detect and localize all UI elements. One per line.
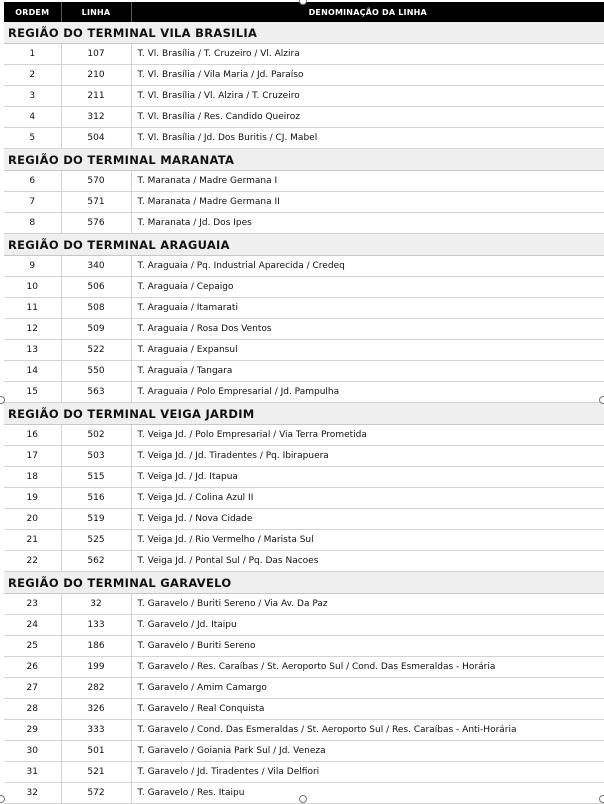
linha-cell: 525 [61, 530, 131, 551]
header-denominacao: DENOMINAÇÃO DA LINHA [131, 2, 604, 22]
ordem-cell: 1 [4, 44, 61, 65]
denominacao-cell: T. Vl. Brasília / Jd. Dos Buritis / CJ. Mabel [131, 128, 604, 149]
denominacao-cell: T. Garavelo / Buriti Sereno [131, 636, 604, 657]
table-row [4, 657, 604, 678]
linha-cell: 570 [61, 171, 131, 192]
linha-cell: 522 [61, 340, 131, 361]
table-row [4, 128, 604, 149]
denominacao-cell: T. Garavelo / Jd. Tiradentes / Vila Delfiori [131, 762, 604, 783]
denominacao-cell: T. Veiga Jd. / Pontal Sul / Pq. Das Nacoes [131, 551, 604, 572]
ordem-cell: 29 [4, 720, 61, 741]
table-row [4, 65, 604, 86]
denominacao-cell: T. Veiga Jd. / Jd. Itapua [131, 467, 604, 488]
denominacao-cell: T. Garavelo / Res. Caraíbas / St. Aeroporto Sul / Cond. Das Esmeraldas - Horária [131, 657, 604, 678]
table-row [4, 171, 604, 192]
ordem-cell: 4 [4, 107, 61, 128]
resize-handle-right[interactable] [599, 396, 604, 404]
denominacao-cell: T. Veiga Jd. / Colina Azul II [131, 488, 604, 509]
linha-cell: 502 [61, 425, 131, 446]
region-header-row [4, 572, 604, 594]
region-title: REGIÃO DO TERMINAL VILA BRASILIA [4, 22, 604, 44]
table-row [4, 594, 604, 615]
table-row [4, 509, 604, 530]
linha-cell: 199 [61, 657, 131, 678]
denominacao-cell: T. Veiga Jd. / Nova Cidade [131, 509, 604, 530]
ordem-cell: 12 [4, 319, 61, 340]
linha-cell: 576 [61, 213, 131, 234]
ordem-cell: 10 [4, 277, 61, 298]
table-body [4, 22, 604, 804]
ordem-cell: 22 [4, 551, 61, 572]
table-row [4, 298, 604, 319]
ordem-cell: 25 [4, 636, 61, 657]
linha-cell: 312 [61, 107, 131, 128]
ordem-cell: 24 [4, 615, 61, 636]
ordem-cell: 9 [4, 256, 61, 277]
denominacao-cell: T. Veiga Jd. / Rio Vermelho / Marista Sul [131, 530, 604, 551]
table-row [4, 277, 604, 298]
denominacao-cell: T. Araguaia / Cepaigo [131, 277, 604, 298]
region-title: REGIÃO DO TERMINAL ARAGUAIA [4, 234, 604, 256]
linha-cell: 562 [61, 551, 131, 572]
linha-cell: 282 [61, 678, 131, 699]
denominacao-cell: T. Araguaia / Expansul [131, 340, 604, 361]
ordem-cell: 8 [4, 213, 61, 234]
region-header-row [4, 403, 604, 425]
denominacao-cell: T. Araguaia / Itamarati [131, 298, 604, 319]
table-row [4, 488, 604, 509]
table-header-row [4, 2, 604, 22]
table-row [4, 699, 604, 720]
table-row [4, 86, 604, 107]
denominacao-cell: T. Garavelo / Real Conquista [131, 699, 604, 720]
ordem-cell: 7 [4, 192, 61, 213]
linha-cell: 211 [61, 86, 131, 107]
linha-cell: 210 [61, 65, 131, 86]
table-row [4, 107, 604, 128]
table-row [4, 741, 604, 762]
ordem-cell: 18 [4, 467, 61, 488]
linha-cell: 504 [61, 128, 131, 149]
ordem-cell: 16 [4, 425, 61, 446]
denominacao-cell: T. Araguaia / Rosa Dos Ventos [131, 319, 604, 340]
linha-cell: 572 [61, 783, 131, 804]
denominacao-cell: T. Vl. Brasília / Vl. Alzira / T. Cruzeiro [131, 86, 604, 107]
linha-cell: 503 [61, 446, 131, 467]
linha-cell: 501 [61, 741, 131, 762]
linha-cell: 326 [61, 699, 131, 720]
ordem-cell: 31 [4, 762, 61, 783]
table-row [4, 44, 604, 65]
ordem-cell: 5 [4, 128, 61, 149]
denominacao-cell: T. Araguaia / Pq. Industrial Aparecida / Credeq [131, 256, 604, 277]
denominacao-cell: T. Maranata / Madre Germana I [131, 171, 604, 192]
linha-cell: 508 [61, 298, 131, 319]
denominacao-cell: T. Vl. Brasília / Res. Candido Queiroz [131, 107, 604, 128]
region-title: REGIÃO DO TERMINAL MARANATA [4, 149, 604, 171]
table-row [4, 615, 604, 636]
denominacao-cell: T. Araguaia / Polo Empresarial / Jd. Pampulha [131, 382, 604, 403]
table-row [4, 762, 604, 783]
linha-cell: 32 [61, 594, 131, 615]
table-row [4, 446, 604, 467]
ordem-cell: 32 [4, 783, 61, 804]
resize-handle-bottom[interactable] [299, 795, 307, 803]
linha-cell: 509 [61, 319, 131, 340]
ordem-cell: 23 [4, 594, 61, 615]
linha-cell: 519 [61, 509, 131, 530]
linha-cell: 506 [61, 277, 131, 298]
ordem-cell: 30 [4, 741, 61, 762]
linha-cell: 186 [61, 636, 131, 657]
ordem-cell: 14 [4, 361, 61, 382]
table-row [4, 720, 604, 741]
lines-table-container [4, 2, 604, 804]
denominacao-cell: T. Garavelo / Res. Itaipu [131, 783, 604, 804]
ordem-cell: 26 [4, 657, 61, 678]
table-row [4, 213, 604, 234]
region-title: REGIÃO DO TERMINAL GARAVELO [4, 572, 604, 594]
ordem-cell: 21 [4, 530, 61, 551]
table-row [4, 319, 604, 340]
ordem-cell: 11 [4, 298, 61, 319]
table-row [4, 361, 604, 382]
table-row [4, 382, 604, 403]
linha-cell: 133 [61, 615, 131, 636]
linha-cell: 333 [61, 720, 131, 741]
ordem-cell: 2 [4, 65, 61, 86]
linha-cell: 521 [61, 762, 131, 783]
denominacao-cell: T. Garavelo / Goiania Park Sul / Jd. Veneza [131, 741, 604, 762]
region-header-row [4, 149, 604, 171]
lines-table [4, 2, 604, 804]
denominacao-cell: T. Araguaia / Tangara [131, 361, 604, 382]
ordem-cell: 17 [4, 446, 61, 467]
table-row [4, 636, 604, 657]
table-row [4, 256, 604, 277]
denominacao-cell: T. Maranata / Jd. Dos Ipes [131, 213, 604, 234]
denominacao-cell: T. Vl. Brasília / Vila Maria / Jd. Paraíso [131, 65, 604, 86]
linha-cell: 516 [61, 488, 131, 509]
ordem-cell: 15 [4, 382, 61, 403]
table-row [4, 678, 604, 699]
denominacao-cell: T. Vl. Brasília / T. Cruzeiro / Vl. Alzira [131, 44, 604, 65]
denominacao-cell: T. Garavelo / Jd. Itaipu [131, 615, 604, 636]
ordem-cell: 20 [4, 509, 61, 530]
ordem-cell: 28 [4, 699, 61, 720]
region-title: REGIÃO DO TERMINAL VEIGA JARDIM [4, 403, 604, 425]
table-row [4, 340, 604, 361]
ordem-cell: 3 [4, 86, 61, 107]
table-row [4, 467, 604, 488]
ordem-cell: 6 [4, 171, 61, 192]
region-header-row [4, 22, 604, 44]
table-row [4, 551, 604, 572]
denominacao-cell: T. Garavelo / Buriti Sereno / Via Av. Da Paz [131, 594, 604, 615]
linha-cell: 563 [61, 382, 131, 403]
table-row [4, 192, 604, 213]
denominacao-cell: T. Garavelo / Amim Camargo [131, 678, 604, 699]
ordem-cell: 27 [4, 678, 61, 699]
denominacao-cell: T. Veiga Jd. / Jd. Tiradentes / Pq. Ibirapuera [131, 446, 604, 467]
table-row [4, 425, 604, 446]
linha-cell: 107 [61, 44, 131, 65]
ordem-cell: 19 [4, 488, 61, 509]
linha-cell: 515 [61, 467, 131, 488]
ordem-cell: 13 [4, 340, 61, 361]
region-header-row [4, 234, 604, 256]
header-ordem: ORDEM [4, 2, 61, 22]
table-row [4, 530, 604, 551]
linha-cell: 340 [61, 256, 131, 277]
header-linha: LINHA [61, 2, 131, 22]
denominacao-cell: T. Garavelo / Cond. Das Esmeraldas / St. Aeroporto Sul / Res. Caraíbas - Anti-Horária [131, 720, 604, 741]
denominacao-cell: T. Maranata / Madre Germana II [131, 192, 604, 213]
linha-cell: 571 [61, 192, 131, 213]
linha-cell: 550 [61, 361, 131, 382]
denominacao-cell: T. Veiga Jd. / Polo Empresarial / Via Terra Prometida [131, 425, 604, 446]
resize-handle-bottom-right[interactable] [599, 795, 604, 803]
